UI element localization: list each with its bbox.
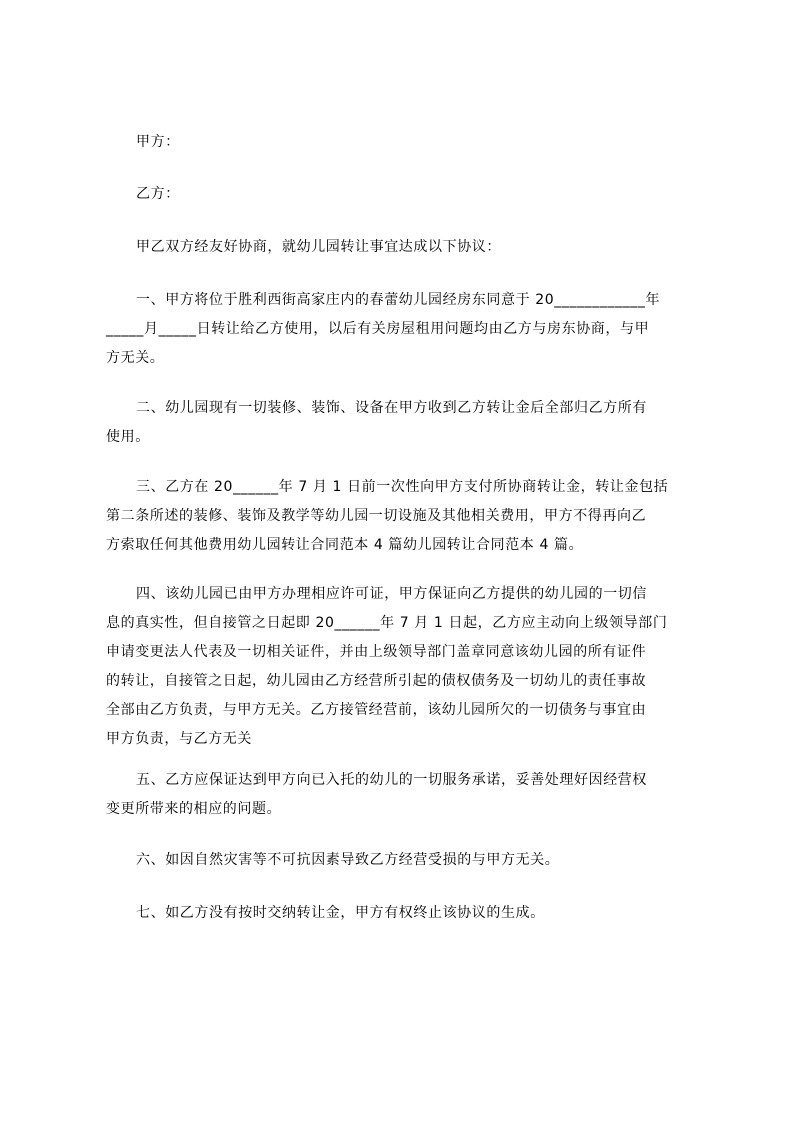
clause-3 (106, 473, 702, 560)
clause-4-line-2: 息的真实性，但自接管之日起即 20______年 7 月 1 日起，乙方应主动向上级领导部门 (106, 615, 668, 631)
party-b-label: 乙方： (136, 186, 180, 202)
clause-4-line-5: 全部由乙方负责，与甲方无关。乙方接管经营前，该幼儿园所欠的一切债务与事宜由 (106, 702, 647, 718)
clause-3-line-1: 三、乙方在 20______年 7 月 1 日前一次性向甲方支付所协商转让金，转让金包括 (136, 479, 669, 495)
clause-5 (106, 766, 702, 824)
party-a-label: 甲方： (136, 134, 180, 150)
clause-3-line-3: 方索取任何其他费用幼儿园转让合同范本 4 篇幼儿园转让合同范本 4 篇。 (106, 537, 584, 553)
clause-2-line-1: 二、幼儿园现有一切装修、装饰、设备在甲方收到乙方转让金后全部归乙方所有 (136, 400, 647, 416)
clause-7 (106, 899, 702, 928)
clause-2-line-2: 使用。 (106, 429, 150, 445)
clause-3-line-2: 第二条所述的装修、装饰及教学等幼儿园一切设施及其他相关费用，甲方不得再向乙 (106, 508, 647, 524)
clause-1 (106, 286, 702, 373)
clause-6 (106, 846, 702, 875)
clause-1-line-1: 一、甲方将位于胜利西街高家庄内的春蕾幼儿园经房东同意于 20____________年 (136, 292, 661, 308)
clause-4-line-4: 的转让，自接管之日起，幼儿园由乙方经营所引起的债权债务及一切幼儿的责任事故 (106, 673, 647, 689)
clause-5-line-1: 五、乙方应保证达到甲方向已入托的幼儿的一切服务承诺，妥善处理好因经营权 (136, 772, 647, 788)
clause-5-line-2: 变更所带来的相应的问题。 (106, 801, 282, 817)
clause-4-line-6: 甲方负责，与乙方无关 (106, 731, 252, 747)
clause-4 (106, 580, 702, 754)
intro-paragraph: 甲乙双方经友好协商，就幼儿园转让事宜达成以下协议： (136, 239, 501, 255)
clause-1-line-3: 方无关。 (106, 350, 165, 366)
clause-7-line-1: 七、如乙方没有按时交纳转让金，甲方有权终止该协议的生成。 (136, 905, 545, 921)
clause-2 (106, 394, 702, 452)
clause-4-line-1: 四、该幼儿园已由甲方办理相应许可证，甲方保证向乙方提供的幼儿园的一切信 (136, 586, 647, 602)
clause-6-line-1: 六、如因自然灾害等不可抗因素导致乙方经营受损的与甲方无关。 (136, 852, 560, 868)
clause-1-line-2: _____月_____日转让给乙方使用，以后有关房屋租用问题均由乙方与房东协商，与甲 (106, 321, 650, 337)
clause-4-line-3: 申请变更法人代表及一切相关证件，并由上级领导部门盖章同意该幼儿园的所有证件 (106, 644, 647, 660)
